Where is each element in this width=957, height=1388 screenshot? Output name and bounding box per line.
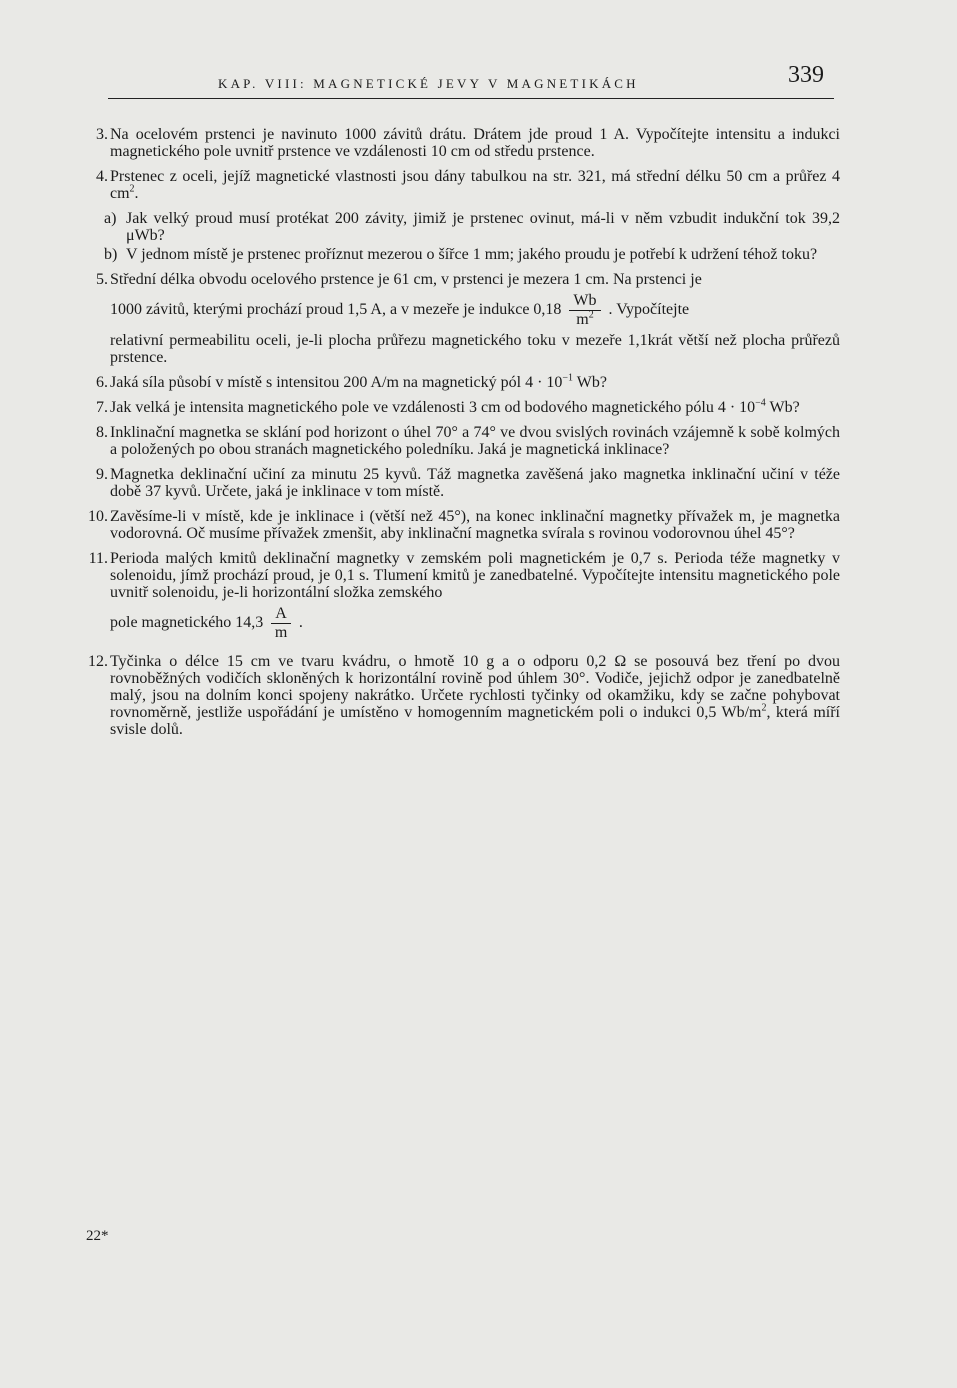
problem-number: 8. — [96, 424, 108, 441]
problem-4 — [84, 168, 840, 202]
problem-6 — [84, 374, 840, 391]
problem-3 — [84, 126, 840, 160]
problem-text: Na ocelovém prstenci je navinuto 1000 závitů drátu. Drátem jde proud 1 A. Vypočítejte intensitu a indukci magnetického pole uvnitř prstence ve vzdálenosti 10 cm od středu prstence. — [110, 126, 840, 160]
problem-text: Tyčinka o délce 15 cm ve tvaru kvádru, o hmotě 10 g a o odporu 0,2 Ω se posouvá bez tření po dvou rovnoběžných vodičích skloněných k horizontální rovině pod úhlem 30°. Vodiče, jejichž odpor je zanedbatelně malý, jsou na dolním konci spojeny nakrátko. Určete rychlosti tyčinky od okamžiku, kdy se začne pohybovat rovnoměrně, jestliže uspořádání je umístěno v homogenním magnetickém poli o indukci 0,5 Wb/m — [110, 653, 840, 721]
problem-text-end: Wb? — [573, 374, 607, 391]
superscript: 2 — [761, 702, 767, 714]
signature-mark: 22* — [86, 1228, 109, 1244]
problem-text-end: . — [134, 185, 139, 202]
subpart-label: a) — [104, 210, 117, 227]
problem-number: 12. — [88, 653, 108, 670]
problem-text-line2b: . Vypočítejte — [608, 301, 690, 318]
fraction-a-per-m — [271, 605, 291, 642]
problem-9 — [84, 466, 840, 500]
problem-4b — [84, 246, 840, 263]
problem-number: 6. — [96, 374, 108, 391]
fraction-line — [110, 601, 840, 645]
superscript: −4 — [755, 397, 766, 409]
problem-text: Jaká síla působí v místě s intensitou 200 A/m na magnetický pól 4 · 10 — [110, 374, 563, 391]
problem-text: Magnetka deklinační učiní za minutu 25 kyvů. Táž magnetka zavěšená jako magnetka inklinační učiní v téže době 37 kyvů. Určete, jaká je inklinace v tom místě. — [110, 466, 840, 500]
fraction-denominator: m — [274, 623, 288, 641]
problem-text: Jak velká je intensita magnetického pole ve vzdálenosti 3 cm od bodového magnetického pólu 4 · 10 — [110, 399, 756, 416]
running-head: KAP. VIII: MAGNETICKÉ JEVY V MAGNETIKÁCH — [218, 76, 639, 91]
fraction-numerator: A — [271, 605, 291, 624]
problem-text: Zavěsíme-li v místě, kde je inklinace i (větší než 45°), na konec inklinační magnetky přívažek m, je magnetka vodorovná. Oč musíme přívažek zmenšit, aby inklinační magnetka svírala s rovinou vodorovnou úhel 45°? — [110, 508, 840, 542]
problem-7 — [84, 399, 840, 416]
problem-number: 10. — [88, 508, 108, 525]
problem-8 — [84, 424, 840, 458]
problem-12 — [84, 653, 840, 738]
problem-text: Inklinační magnetka se sklání pod horizont o úhel 70° a 74° ve dvou svislých rovinách vzájemně k sobě kolmých a položených po obou stranách magnetického poledníku. Jaká je magnetická inklinace? — [110, 424, 840, 458]
subpart-label: b) — [104, 246, 118, 263]
problem-11 — [84, 550, 840, 645]
problem-list — [84, 126, 840, 746]
problem-10 — [84, 508, 840, 542]
problem-number: 3. — [96, 126, 108, 143]
subpart-text: Jak velký proud musí protékat 200 závity, jimiž je prstenec ovinut, má-li v něm vzbudit indukční tok 39,2 μWb? — [126, 210, 840, 244]
problem-text: Prstenec z oceli, jejíž magnetické vlastnosti jsou dány tabulkou na str. 321, má střední délku 50 cm a průřez 4 cm — [110, 168, 840, 202]
fraction-line — [110, 288, 840, 332]
problem-text-last-b: . — [298, 614, 303, 631]
page-number: 339 — [788, 62, 824, 88]
problem-text-line3: relativní permeabilitu oceli, je-li plocha průřezu magnetického toku v mezeře 1,1krát větší než plocha průřezů prstence. — [110, 332, 840, 366]
header-rule — [108, 98, 834, 99]
problem-text-end: , která míří svisle dolů. — [110, 704, 840, 738]
problem-text-line2a: 1000 závitů, kterými prochází proud 1,5 A, a v mezeře je indukce 0,18 — [110, 301, 562, 318]
problem-text: Perioda malých kmitů deklinační magnetky v zemském poli magnetickém je 0,7 s. Perioda téže magnetky v solenoidu, jímž prochází proud, je 0,1 s. Tlumení kmitů je zanedbatelné. Vypočítejte intensitu magnetického pole uvnitř solenoidu, je-li horizontální složka zemského — [110, 550, 840, 601]
superscript: 2 — [129, 183, 135, 195]
problem-number: 5. — [96, 271, 108, 288]
problem-number: 11. — [88, 550, 108, 567]
problem-text-line1: Střední délka obvodu ocelového prstence je 61 cm, v prstenci je mezera 1 cm. Na prstenci je — [110, 271, 702, 288]
problem-number: 9. — [96, 466, 108, 483]
problem-number: 4. — [96, 168, 108, 185]
problem-4a — [84, 210, 840, 244]
subpart-text: V jednom místě je prstenec proříznut mezerou o šířce 1 mm; jakého proudu je potřebí k udržení téhož toku? — [126, 246, 818, 263]
fraction-wb-per-m2 — [569, 292, 600, 329]
problem-text-end: Wb? — [765, 399, 800, 416]
fraction-numerator: Wb — [569, 292, 600, 311]
problem-number: 7. — [96, 399, 108, 416]
fraction-denominator: $m^2$ — [576, 309, 594, 328]
problem-text-last-a: pole magnetického 14,3 — [110, 614, 264, 631]
superscript: −1 — [562, 372, 574, 384]
problem-5 — [84, 271, 840, 366]
